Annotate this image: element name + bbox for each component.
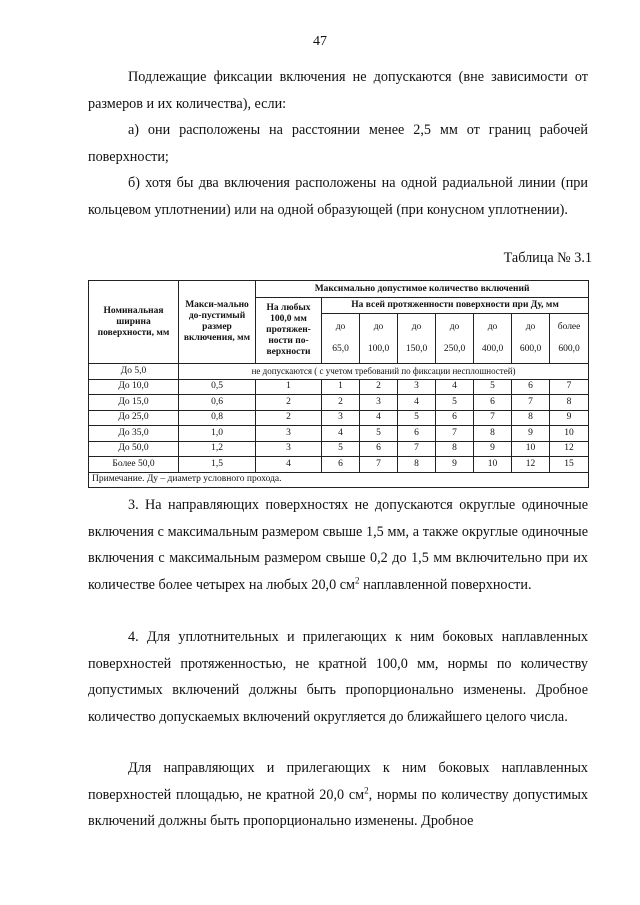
any-cell: 4 [256,457,322,473]
table-row: Более 50,0 1,5 4 6 7 8 9 10 12 15 [89,457,589,473]
du-col-header: до 100,0 [360,314,398,364]
table-note: Примечание. Ду – диаметр условного прохода. [89,472,589,488]
item-b-paragraph [88,170,588,223]
size-cell: 1,0 [179,426,256,442]
table-note-row [89,472,589,488]
header-group-title: Максимально допустимое количество включений [256,281,589,298]
header-max-size: Макси-мально до-пустимый размер включения, мм [179,281,256,364]
item-a-paragraph [88,117,588,170]
table-row: До 50,0 1,2 3 5 6 7 8 9 10 12 [89,441,589,457]
width-cell: До 15,0 [89,395,179,411]
paragraph-3-tail: наплавленной поверхности. [359,576,532,593]
table-row: До 10,0 0,5 1 1 2 3 4 5 6 7 [89,379,589,395]
du-col-header: до 400,0 [474,314,512,364]
size-cell: 0,8 [179,410,256,426]
size-cell: 0,6 [179,395,256,411]
header-any-100mm: На любых 100,0 мм протяжен-ности по-верхности [256,298,322,364]
size-cell: 0,5 [179,379,256,395]
table-row: До 25,0 0,8 2 3 4 5 6 7 8 9 [89,410,589,426]
table-caption: Таблица № 3.1 [503,250,592,266]
intro-text: Подлежащие фиксации включения не допускаются (вне зависимости от размеров и их количества), если: [88,69,588,112]
any-cell: 2 [256,410,322,426]
size-cell: 1,5 [179,457,256,473]
table-row [89,364,589,380]
size-cell: 1,2 [179,441,256,457]
paragraph-3 [88,492,588,598]
width-cell: До 35,0 [89,426,179,442]
any-cell: 1 [256,379,322,395]
paragraph-3-text: 3. На направляющих поверхностях не допускаются округлые одиночные включения с максимальным размером свыше 1,5 мм, а также округлые одиночные включения с максимальным размером свыше 0,2 до 1,5 мм включительно при их количестве более четырех на любых 20,0 см [88,497,588,593]
superscript: 2 [355,574,360,585]
header-subgroup-title: На всей протяженности поверхности при Ду, мм [322,298,589,314]
intro-paragraph [88,64,588,117]
paragraph-5 [88,755,588,835]
du-col-header: более 600,0 [550,314,589,364]
width-cell: До 50,0 [89,441,179,457]
page-number: 47 [313,34,327,49]
paragraph-5-tail: , нормы по количеству допустимых включений должны быть пропорционально изменены. Дробное [88,786,588,829]
item-a-text: а) они расположены на расстоянии менее 2,5 мм от границ рабочей поверхности; [88,122,588,165]
superscript: 2 [364,784,369,795]
width-cell: До 10,0 [89,379,179,395]
table-row: До 15,0 0,6 2 2 3 4 5 6 7 8 [89,395,589,411]
table-row: До 35,0 1,0 3 4 5 6 7 8 9 10 [89,426,589,442]
du-col-header: до 65,0 [322,314,360,364]
any-cell: 3 [256,426,322,442]
not-allowed-cell: не допускаются ( с учетом требований по фиксации несплошностей) [179,364,589,380]
du-col-header: до 250,0 [436,314,474,364]
paragraph-4-text: 4. Для уплотнительных и прилегающих к ним боковых наплавленных поверхностей протяженностью, не кратной 100,0 мм, нормы по количеству допустимых включений должны быть пропорционально изменены. Дробное количество допускаемых включений округляется до ближайшего целого числа. [88,629,588,725]
inclusions-table [88,280,589,488]
du-col-header: до 150,0 [398,314,436,364]
any-cell: 2 [256,395,322,411]
width-cell: До 5,0 [89,364,179,380]
paragraph-5-text: Для направляющих и прилегающих к ним боковых наплавленных поверхностей площадью, не кратной 20,0 см [88,760,588,803]
paragraph-4 [88,624,588,730]
du-col-header: до 600,0 [512,314,550,364]
width-cell: Более 50,0 [89,457,179,473]
item-b-text: б) хотя бы два включения расположены на одной радиальной линии (при кольцевом уплотнении) или на одной образующей (при конусном уплотнении). [88,175,588,218]
any-cell: 3 [256,441,322,457]
width-cell: До 25,0 [89,410,179,426]
header-width: Номинальная ширина поверхности, мм [89,281,179,364]
